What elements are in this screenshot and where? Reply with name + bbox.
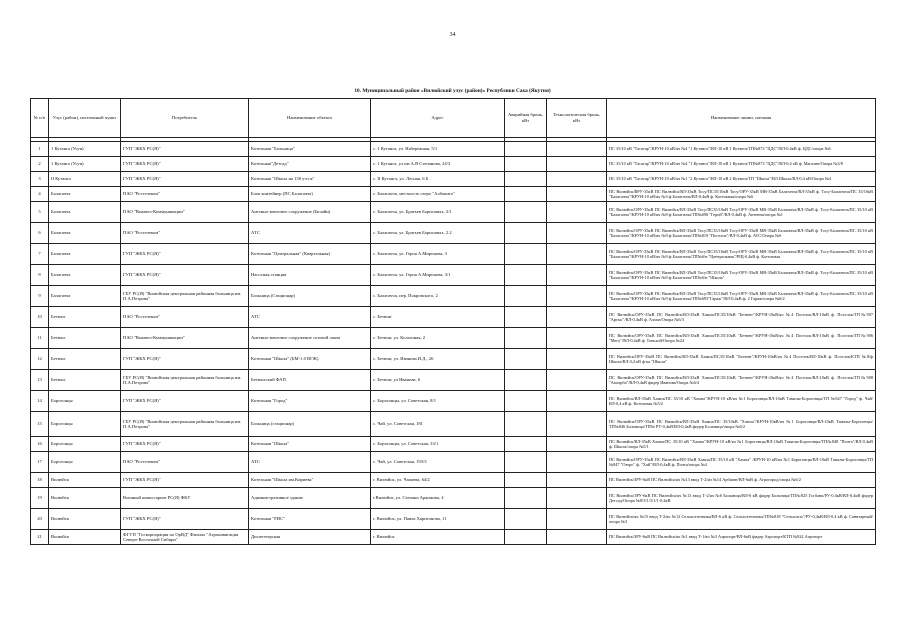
cell-object: Антенно-мачтовое сооружение (Билайн) — [249, 202, 371, 223]
cell-technological — [547, 286, 607, 307]
cell-num: 11 — [31, 328, 49, 349]
cell-line: ПС Вилюйск/ОРУ-35кВ ПС Вилюйск/ВЛ-35кВ Тосу/ПС35/10кВ Тосу/ОРУ-35кВ МВ-35кВ Балагачча/ВЛ-35кВ ф. Тосу-Балагачча/ПС 35/10 кВ "Балагачча"/КРУН-10 кВ/яч №9 ф Балагачча/ТП№819 "Поселок"/ВЛ-0,4кВ ф. АТС/Опора №6 — [607, 223, 876, 244]
cell-settlement: Вилюйск — [49, 530, 121, 545]
cell-consumer: ГУП "ЖКХ РС(Я)" — [121, 244, 249, 265]
cell-consumer: ПАО "Ростелеком" — [121, 452, 249, 473]
cell-settlement: Балагачча — [49, 286, 121, 307]
cell-line: ПС Вилюйск/ВЛ-35кВ Хампа/ПС 35/10 кВ "Хампа"/КРУН-10 кВ/яч №1 Борогонцы/ВЛ-10кВ Тамалы-Борогонцы/ТП №847 "Город" ф. Чай/ВЛ-0,4 кВ ф. Котельная №5/2 — [607, 391, 876, 412]
cell-object: Блок контейнер (ПС Балагачча) — [249, 187, 371, 202]
cell-address: с. Борогонцы, ул. Советская, 33/1 — [371, 437, 505, 452]
cell-object: Бетюнгский ФАП — [249, 370, 371, 391]
table-row — [31, 265, 876, 286]
cell-emergency — [505, 349, 547, 370]
cell-consumer: ГУП "ЖКХ РС(Я)" — [121, 391, 249, 412]
cell-line: ПС Вилюйск/ОРУ-35кВ ПС Вилюйск/ВЛ-35кВ Хампа/ПС35/10кВ "Бетюнг"/КРУН-10кВ/яч №4 Поселок/ВЛ-10кВ ф. Поселок/ТП№907 "Аргыс"/ВЛ-0,4кВ ф. Алмаз/Опора №6/3 — [607, 307, 876, 328]
cell-consumer: ГБУ РС(Я) "Вилюйская центральная районная больница им. П.А.Петрова" — [121, 412, 249, 437]
cell-settlement: Бетюнг — [49, 307, 121, 328]
cell-technological — [547, 328, 607, 349]
cell-object: Больница (стационар) — [249, 412, 371, 437]
cell-address: с. Балагачча, ул. Братьев Борисовых, 2.2 — [371, 223, 505, 244]
table-row — [31, 509, 876, 530]
cell-technological — [547, 412, 607, 437]
consumers-table — [30, 98, 876, 545]
cell-emergency — [505, 244, 547, 265]
cell-consumer: ГУП "ЖКХ РС(Я)" — [121, 349, 249, 370]
cell-num: 4 — [31, 187, 49, 202]
cell-consumer: ГБУ РС(Я) "Вилюйская центральная районная больница им. П.А.Петрова" — [121, 286, 249, 307]
table-header-row — [31, 99, 876, 138]
cell-emergency — [505, 157, 547, 172]
cell-line: ПС Вилюйск/ВЛ-35кВ Хампа/ПС 35/10 кВ "Хампа"/КРУН-10 кВ/яч №1 Борогонцы/ВЛ-10кВ Тамалы-Борогонцы/ТП№848 "Почта"/ВЛ-0,4кВ ф. Школа/опора №5/1 — [607, 437, 876, 452]
cell-address: с. Бетюнг, ул. Иванова И.Д., 26 — [371, 349, 505, 370]
cell-technological — [547, 187, 607, 202]
table-row — [31, 223, 876, 244]
cell-address: с. Бетюнг, ул Иванова, 6 — [371, 370, 505, 391]
cell-consumer: ГУП "ЖКХ РС(Я)" — [121, 172, 249, 187]
cell-line: ПС Вилюйск/ОРУ-35кВ ПС Вилюйск/ВЛ-35кВ Тосу/ПС35/10кВ Тосу/ОРУ-35кВ МВ-35кВ Балагачча/ВЛ-35кВ ф. Тосу-Балагачча/ПС 35/10 кВ "Балагачча"/КРУН-10 кВ/яч №9 ф Балагачча/ТП№б/н "Школа" — [607, 265, 876, 286]
cell-emergency — [505, 509, 547, 530]
cell-object: Котельная "Больница" — [249, 142, 371, 157]
cell-line: ПС Вилюйск/ОРУ-35кВ ПС Вилюйск/ВЛ-35кВ Хампа/ПС35/10кВ "Бетюнг"/КРУН-10кВ/яч №4 Поселок/ВЛ-10кВ ф. Поселок/ТП№908 "Амгарба"/ВЛ-0,4кВ фидер Иванова/Опора №6/4 — [607, 370, 876, 391]
cell-address: с. Балагачча, ул. Братьев Борисовых, 2/1 — [371, 202, 505, 223]
cell-emergency — [505, 452, 547, 473]
table-row — [31, 391, 876, 412]
cell-object: Котельная "Школа на 130 уч-ся" — [249, 172, 371, 187]
table-row — [31, 202, 876, 223]
cell-num: 17 — [31, 452, 49, 473]
cell-consumer: ГУП "ЖКХ РС(Я)" — [121, 509, 249, 530]
cell-emergency — [505, 223, 547, 244]
cell-line: ПС 35/10 кВ "Тасагар"/КРУН-10 кВ/яч №4 "1 Кутанга"/ВЛ-10 кВ 1 Кутанга/ТП№873 "ЦДС"/ВЛ-0,4 кВ ф. Магазин/Опора №3/8 — [607, 157, 876, 172]
cell-address: с. Балагачча, местность озеро "Албакито" — [371, 187, 505, 202]
cell-object: Административное здание — [249, 488, 371, 509]
table-row — [31, 244, 876, 265]
cell-consumer: ГУП "ЖКХ РС(Я)" — [121, 142, 249, 157]
cell-technological — [547, 391, 607, 412]
page-number: 34 — [449, 32, 456, 38]
cell-settlement: Бетюнг — [49, 370, 121, 391]
cell-technological — [547, 370, 607, 391]
cell-line: ПС Вилюйск/ВРУ-35кВ ПС Вилюйск/ВЛ-35кВ Тосу/ПС35/10кВ Тосу/ОРУ-35кВ МВ-35кВ Балагачча/ВЛ-35кВ ф. Тосу-Балагачча/ПС 35/10кВ "Балагачча"/КРУН-10 кВ/яч №3 ф Балагачча/ВЛ-0,4кВ ф. Котельная/опора №6 — [607, 187, 876, 202]
cell-emergency — [505, 473, 547, 488]
cell-object: Котельная "Школа" — [249, 437, 371, 452]
cell-num: 7 — [31, 244, 49, 265]
header-object: Наименование объекта — [249, 99, 371, 138]
cell-num: 14 — [31, 391, 49, 412]
header-consumer: Потребитель — [121, 99, 249, 138]
cell-object: Диспетчерская — [249, 530, 371, 545]
cell-settlement: Вилюйск — [49, 473, 121, 488]
header-emergency: Аварийная бронь, кВт — [505, 99, 547, 138]
cell-line: ПС Вилюйск/ЗРУ-6кВ ПС Вилюйск/яч №13 ввод Т-2/яч №14 Арбиавт/ВЛ-6кВ ф. Агрогород/опора №6/2 — [607, 473, 876, 488]
table-row — [31, 530, 876, 545]
cell-line: ПС Вилюйск/яч №15 ввод Т-2/яч №12 Сельхозтехника/ВЛ-6 кВ ф. Сельхозтехника/ТП№818 "Сельхозпо"/РУ-0,4кВ/ВЛ-0,4 кВ ф. Санитарный/опора №3 — [607, 509, 876, 530]
cell-num: 13 — [31, 370, 49, 391]
cell-settlement: Бетюнг — [49, 328, 121, 349]
cell-emergency — [505, 172, 547, 187]
cell-address: с. Чай, ул. Советская, 193/3 — [371, 452, 505, 473]
cell-line: ПС 35/10 кВ "Тасагар"/КРУН-10 кВ/яч №1 "2 Кутанга"/ВЛ-10 кВ 2 Кутанга/ТП "Школа"/ВЛ Школа/ВЛ-0,4 кВ/Опора №4 — [607, 172, 876, 187]
table-row — [31, 307, 876, 328]
cell-technological — [547, 172, 607, 187]
cell-num: 15 — [31, 412, 49, 437]
cell-num: 3 — [31, 172, 49, 187]
cell-line: ПС Вилюйск/ОРУ-35кВ ПС Вилюйск/ВЛ-35кВ Хампа/ПС35/10кВ "Бетюнг"/КРУН-10кВ/яч №4 Поселок/ВЛ-10кВ ф. Поселок/КТП №8/ф Школа/ВЛ-0,4 кВ ф-ка "Школа" — [607, 349, 876, 370]
cell-object: АТС — [249, 452, 371, 473]
cell-object: Насосная станция — [249, 265, 371, 286]
cell-address: с. II Кутанга, ул. Лесная, 6 Б — [371, 172, 505, 187]
cell-object: АТС — [249, 223, 371, 244]
cell-emergency — [505, 437, 547, 452]
cell-num: 12 — [31, 349, 49, 370]
table-row — [31, 286, 876, 307]
cell-emergency — [505, 265, 547, 286]
cell-line: ПС Вилюйск/ОРУ-35кВ ПС Вилюйск/ВЛ-35кВ Тосу/ПС35/10кВ Тосу/ОРУ-35кВ МВ-35кВ Балагачча/ВЛ-35кВ ф. Тосу-Балагачча/ПС 35/10 кВ "Балагачча"/КРУН-10 кВ/яч №9 ф Балагачча/ТП№693"Гараж"/ВЛ-0,4кВ ф. 2 Гараж/опора №6/2 — [607, 286, 876, 307]
table-row — [31, 328, 876, 349]
cell-line: ПС Вилюйск/ОРУ-35кВ ПС Вилюйск/ВЛ-35кВ Хампа/ПС 35/10кВ "Хампа"/КРУН-10кВ/яч №1 Борогонцы/ВЛ-10кВ Тамалы-Борогонцы/ТП№846 Больница/ТП№ РУ-0,4кВ/ВЛ-0,4кВ фидер Больница/опора №6/2 — [607, 412, 876, 437]
cell-object: Больница (Стационар) — [249, 286, 371, 307]
cell-technological — [547, 223, 607, 244]
header-line: Наименование линии, питания — [607, 99, 876, 138]
cell-address: г. Вилюйск — [371, 530, 505, 545]
cell-num: 5 — [31, 202, 49, 223]
cell-line: ПС Вилюйск/ОРУ-35кВ ПС Вилюйск/ВЛ-35кВ Хампа/ПС 35/10 кВ "Хампа" /КРУН-10 кВ/яч №1 Борогонцы/ВЛ-10кВ Тамалы-Борогонцы/ТП №847 "Озеро" ф. "Хай"/ВЛ-0,4кВ ф. Почта/опора №4 — [607, 452, 876, 473]
cell-settlement: Балагачча — [49, 244, 121, 265]
table-row — [31, 488, 876, 509]
cell-settlement: Бетюнг — [49, 349, 121, 370]
cell-settlement: Борогонцы — [49, 452, 121, 473]
table-row — [31, 473, 876, 488]
cell-line: ПС Вилюйск/ЗРУ-6кВ ПС Вилюйск/яч №13 ввод Т-2/яч №6 Больница/ВЛ-6 кВ фидер Больница/ТП№825 Госбанк/РУ-0,4кВ/ВЛ-0,4кВ фидер Детсад/Опора №8/3/1/3/1/1-0,4кВ — [607, 488, 876, 509]
cell-num: 21 — [31, 530, 49, 545]
cell-object: Котельная "Школа им.Кириева" — [249, 473, 371, 488]
cell-emergency — [505, 142, 547, 157]
table-row — [31, 452, 876, 473]
cell-num: 19 — [31, 488, 49, 509]
cell-num: 1 — [31, 142, 49, 157]
cell-address: с. Бетюнг, ул. Колхозная, 2 — [371, 328, 505, 349]
cell-num: 16 — [31, 437, 49, 452]
cell-settlement: Балагачча — [49, 265, 121, 286]
cell-settlement: Борогонцы — [49, 412, 121, 437]
cell-line: ПС Вилюйск/ОРУ-35кВ ПС Вилюйск/ВЛ-35кВ Тосу/ПС35/10кВ Тосу/ОРУ-35кВ МВ-35кВ Балагачча/ВЛ-35кВ ф. Тосу-Балагачча/ПС 35/10 кВ "Балагачча"/КРУН-10 кВ/яч №9 ф Балагачча/ТП№690 "Герой"/ВЛ-0,4кВ ф. Антенна/опора №1 — [607, 202, 876, 223]
cell-num: 8 — [31, 265, 49, 286]
cell-address: с. Бетюнг — [371, 307, 505, 328]
cell-num: 2 — [31, 157, 49, 172]
cell-object: Котельная "РИС" — [249, 509, 371, 530]
cell-object: Котельная"Детсад" — [249, 157, 371, 172]
header-num: № п/п — [31, 99, 49, 138]
table-body — [31, 138, 876, 545]
cell-emergency — [505, 202, 547, 223]
cell-technological — [547, 452, 607, 473]
cell-address: с. Балагачча, ул. Героя А.Миронова, 3 — [371, 244, 505, 265]
cell-consumer: ПАО "Вымпел-Коммуникации" — [121, 328, 249, 349]
cell-consumer: ПАО "Ростелеком" — [121, 307, 249, 328]
table-row — [31, 370, 876, 391]
cell-emergency — [505, 530, 547, 545]
cell-num: 10 — [31, 307, 49, 328]
cell-num: 18 — [31, 473, 49, 488]
cell-settlement: II Кутанга — [49, 172, 121, 187]
cell-technological — [547, 488, 607, 509]
cell-object: АТС — [249, 307, 371, 328]
header-address: Адрес — [371, 99, 505, 138]
cell-settlement: Борогонцы — [49, 391, 121, 412]
section-title: 10. Муниципальный район «Вилюйский улус (район)» Республики Саха (Якутия) — [354, 88, 551, 94]
cell-address: с. Чай, ул. Советская, 181 — [371, 412, 505, 437]
cell-technological — [547, 244, 607, 265]
cell-technological — [547, 265, 607, 286]
cell-object: Антенно-мачтовое сооружение сотовой связи — [249, 328, 371, 349]
cell-address: г.Вилюйск, ул. Степана Аржакова, 4 — [371, 488, 505, 509]
cell-consumer: ФГУП "Госкорпорация по ОрВД" Филиал "Аэронавигация Северо-Восточной Сибири" — [121, 530, 249, 545]
cell-settlement: Балагачча — [49, 202, 121, 223]
cell-settlement: 1 Кутанга (Усун) — [49, 157, 121, 172]
cell-emergency — [505, 391, 547, 412]
cell-line: ПС 35/10 кВ "Тасагар"/КРУН-10 кВ/яч №4 "1 Кутанга"/ВЛ-10 кВ 1 Кутанга/ТП№873 "ЦДС"/ВЛ-0,4кВ ф. ЦДС/опора №6 — [607, 142, 876, 157]
cell-settlement: Вилюйск — [49, 509, 121, 530]
cell-address: с. 1 Кутанга, ул. Набережная, 5/1 — [371, 142, 505, 157]
cell-line: ПС Вилюйск/ОРУ-35кВ ПС Вилюйск/ВЛ-35кВ Хампа/ПС35/10кВ "Бетюнг"/КРУН-10кВ/яч №4 Поселок/ВЛ-10кВ ф. Поселок/ТП№906 "Мегу"/ВЛ-0,4кВ ф. Тоньхой/Опора №24 — [607, 328, 876, 349]
cell-emergency — [505, 328, 547, 349]
table-row — [31, 437, 876, 452]
cell-emergency — [505, 286, 547, 307]
cell-technological — [547, 349, 607, 370]
table-row — [31, 172, 876, 187]
cell-object: Котельная "Город" — [249, 391, 371, 412]
table-row — [31, 412, 876, 437]
header-technological: Технологическая бронь, кВт — [547, 99, 607, 138]
cell-address: с. Борогонцы, ул. Советская, 8/1 — [371, 391, 505, 412]
table-row — [31, 349, 876, 370]
cell-consumer: ГУП "ЖКХ РС(Я)" — [121, 265, 249, 286]
cell-consumer: ГУП "ЖКХ РС(Я)" — [121, 157, 249, 172]
cell-line: ПС Вилюйск/ЗРУ-6кВ ПС Вилюйск/яч №1 ввод Т-1/яч №3 Аэропорт/ВЛ-6кВ фидер Аэропорт/КТП №924 Аэропорт — [607, 530, 876, 545]
cell-address: с. Балагачча, пер. Покровского, 2 — [371, 286, 505, 307]
cell-consumer: ГУП "ЖКХ РС(Я)" — [121, 437, 249, 452]
cell-address: г. Вилюйск, ул. Чапаева, 64/2 — [371, 473, 505, 488]
table-row — [31, 157, 876, 172]
cell-emergency — [505, 370, 547, 391]
cell-settlement: Балагачча — [49, 223, 121, 244]
cell-settlement: Балагачча — [49, 187, 121, 202]
cell-technological — [547, 307, 607, 328]
cell-consumer: ГБУ РС(Я) "Вилюйская центральная районная больница им. П.А.Петрова" — [121, 370, 249, 391]
cell-address: с. Балагачча, ул. Героя А.Миронова, 3/1 — [371, 265, 505, 286]
cell-settlement: Вилюйск — [49, 488, 121, 509]
cell-consumer: Военный комиссариат РС(Я) ФКУ — [121, 488, 249, 509]
cell-address: с. 1 Кутанга, ул им А.В Степанова, 24/3 — [371, 157, 505, 172]
cell-emergency — [505, 187, 547, 202]
cell-object: Котельная "Школа" (БМ-1.0 ВГЖ) — [249, 349, 371, 370]
header-settlement: Улус (район), населенный пункт — [49, 99, 121, 138]
cell-consumer: ПАО "Вымпел-Коммуникации" — [121, 202, 249, 223]
cell-emergency — [505, 488, 547, 509]
table-row — [31, 187, 876, 202]
cell-technological — [547, 142, 607, 157]
cell-settlement: 1 Кутанга (Усун) — [49, 142, 121, 157]
cell-settlement: Борогонцы — [49, 437, 121, 452]
cell-address: г. Вилюйск, ул. Павла Харитонова, 11 — [371, 509, 505, 530]
cell-technological — [547, 473, 607, 488]
cell-object: Котельная "Центральная" (Квартальная) — [249, 244, 371, 265]
cell-emergency — [505, 307, 547, 328]
cell-consumer: ГУП "ЖКХ РС(Я)" — [121, 473, 249, 488]
cell-technological — [547, 157, 607, 172]
cell-line: ПС Вилюйск/ОРУ-35кВ ПС Вилюйск/ВЛ-35кВ Тосу/ПС35/10кВ Тосу/ОРУ-35кВ МВ-35кВ Балагачча/ВЛ-35кВ ф. Тосу-Балагачча/ПС 35/10 кВ "Балагачча"/КРУН-10 кВ/яч №9 ф Балагачча/ТП№б/н "Центральная"/РЩ-0,4кВ ф. Котельная — [607, 244, 876, 265]
cell-technological — [547, 509, 607, 530]
cell-consumer: ПАО "Ростелеком" — [121, 223, 249, 244]
table-row — [31, 142, 876, 157]
cell-num: 6 — [31, 223, 49, 244]
cell-num: 9 — [31, 286, 49, 307]
cell-emergency — [505, 412, 547, 437]
cell-technological — [547, 530, 607, 545]
cell-num: 20 — [31, 509, 49, 530]
cell-technological — [547, 437, 607, 452]
cell-consumer: ПАО "Ростелеком" — [121, 187, 249, 202]
cell-technological — [547, 202, 607, 223]
